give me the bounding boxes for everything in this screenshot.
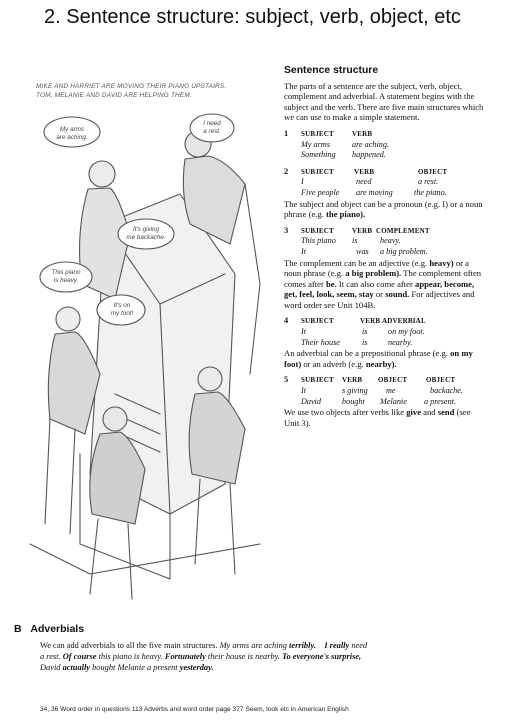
example-cell: It	[301, 386, 307, 396]
header-verb: VERB	[342, 376, 363, 385]
structure-note: The complement can be an adjective (e.g. heavy) or a noun phrase (e.g. a big problem). The complement often comes after be. It can also come after appear, become, get, feel, look, seem, stay or sound. For adjectives and word order see Unit 104B.	[284, 257, 482, 310]
example-cell: I	[301, 177, 304, 187]
header-object: OBJECT	[426, 376, 456, 385]
section-heading: Sentence structure	[284, 65, 379, 76]
speech-bubble-arms: My arms are aching.	[56, 126, 88, 141]
example-cell: My arms	[301, 139, 330, 149]
header-subject: SUBJECT	[301, 167, 334, 176]
structure-note: The subject and object can be a pronoun (e.g. I) or a noun phrase (e.g. the piano).	[284, 198, 483, 220]
speech-bubble-rest: I need a rest.	[203, 120, 221, 135]
sentence-structure-section	[284, 66, 484, 428]
header-verb: VERB	[354, 167, 375, 176]
header-verb: VERB	[352, 129, 373, 138]
header-subject: SUBJECT	[301, 226, 334, 235]
page-title: 2. Sentence structure: subject, verb, object, etc	[44, 6, 461, 28]
example-cell: is	[362, 337, 368, 347]
structure-2	[284, 167, 484, 220]
cross-reference-footer: 34, 36 Word order in questions 113 Adverbs and word order page 377 Seem, look etc in American English	[40, 706, 349, 713]
piano-movers-illustration	[20, 74, 270, 604]
example-cell: This piano	[301, 236, 336, 246]
header-verb: VERB	[360, 317, 381, 326]
example-cell: nearby.	[388, 337, 413, 347]
intro-paragraph: The parts of a sentence are the subject, verb, object, complement and adverbial. A statement begins with the subject and the verb. There are five main structures which we can use to make a simple statement.	[284, 80, 484, 123]
example-cell: It	[301, 246, 307, 256]
example-cell: s giving	[342, 386, 368, 396]
example-cell: bought	[342, 396, 365, 406]
structure-number: 4	[284, 316, 289, 326]
example-cell: is	[352, 236, 358, 246]
example-cell: backache.	[430, 386, 463, 396]
header-adverbial: ADVERBIAL	[382, 317, 426, 326]
structure-note: We use two objects after verbs like give and send (see Unit 3).	[284, 407, 471, 428]
speech-bubble-heavy: This piano is heavy.	[51, 269, 81, 284]
example-cell: Five people	[301, 187, 340, 197]
structure-number: 1	[284, 128, 289, 138]
illustration-caption: MIKE AND HARRIET ARE MOVING THEIR PIANO UPSTAIRS. TOM, MELANIE AND DAVID ARE HELPING THEM.	[36, 83, 227, 99]
example-cell: Their house	[301, 337, 340, 347]
structure-5	[284, 375, 484, 428]
speech-bubble-backache: It's giving me backache.	[126, 226, 166, 241]
structure-3	[284, 226, 484, 311]
example-cell: me	[386, 386, 396, 396]
example-cell: need	[356, 177, 372, 187]
example-cell: the piano.	[414, 187, 447, 197]
example-cell: are aching.	[352, 139, 389, 149]
section-b-heading: B Adverbials	[14, 623, 85, 635]
structure-4	[284, 316, 484, 369]
speech-bubble-foot: It's on my foot!	[110, 302, 134, 317]
header-object: OBJECT	[418, 167, 448, 176]
header-subject: SUBJECT	[301, 317, 334, 326]
structure-1	[284, 129, 484, 161]
example-cell: Melanie	[380, 396, 407, 406]
example-cell: a present.	[424, 396, 456, 406]
example-cell: was	[356, 246, 369, 256]
example-cell: on my foot.	[388, 327, 425, 337]
example-cell: is	[362, 327, 368, 337]
example-cell: heavy.	[380, 236, 401, 246]
structure-number: 3	[284, 225, 289, 235]
example-cell: It	[301, 327, 307, 337]
example-cell: a big problem.	[380, 246, 428, 256]
example-cell: Something	[301, 150, 336, 160]
header-complement: COMPLEMENT	[376, 226, 430, 235]
structure-number: 5	[284, 375, 289, 385]
adverbials-paragraph: We can add adverbials to all the five main structures. My arms are aching terribly. I really need a rest. Of course this piano is heavy. Fortunately their house is nearby. To everyone's surprise, David actually bought Melanie a present yesterday.	[40, 641, 368, 673]
header-subject: SUBJECT	[301, 129, 334, 138]
header-verb: VERB	[352, 226, 373, 235]
header-subject: SUBJECT	[301, 376, 334, 385]
structure-note: An adverbial can be a prepositional phrase (e.g. on my foot) or an adverb (e.g. nearby).	[284, 348, 473, 369]
example-cell: David	[301, 396, 322, 406]
example-cell: are moving	[356, 187, 393, 197]
structure-number: 2	[284, 166, 289, 176]
header-object: OBJECT	[378, 376, 408, 385]
example-cell: a rest.	[418, 177, 439, 187]
example-cell: happened.	[352, 150, 386, 160]
